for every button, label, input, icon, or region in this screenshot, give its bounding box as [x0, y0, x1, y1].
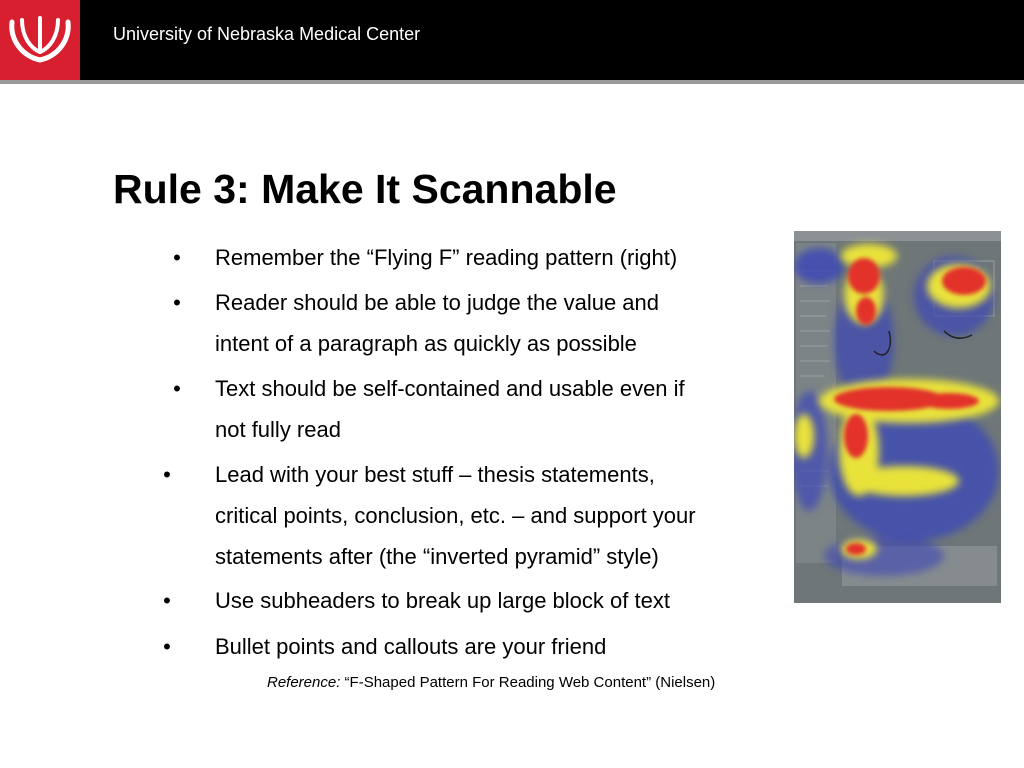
bullet-item	[163, 626, 785, 667]
reference-label: Reference:	[267, 674, 341, 691]
bullet-line: Lead with your best stuff – thesis statements,	[215, 462, 655, 487]
bullet-marker: •	[163, 588, 171, 613]
bullet-item	[163, 454, 785, 577]
bullet-line: Bullet points and callouts are your friend	[215, 634, 607, 659]
bullet-item	[173, 368, 785, 450]
reference-note	[267, 674, 715, 691]
bullet-item	[173, 237, 785, 278]
bullet-line: Remember the “Flying F” reading pattern (right)	[215, 245, 678, 270]
bullet-line: Use subheaders to break up large block of text	[215, 588, 670, 613]
bullet-marker: •	[173, 376, 181, 401]
bullet-marker: •	[173, 290, 181, 315]
bullet-marker: •	[163, 634, 171, 659]
bullet-marker: •	[173, 245, 181, 270]
reference-text: “F-Shaped Pattern For Reading Web Content” (Nielsen)	[340, 674, 716, 691]
bullet-line: Text should be self-contained and usable even if	[215, 376, 685, 401]
eyetracking-heatmap-image	[794, 231, 1001, 603]
bullet-line: critical points, conclusion, etc. – and support your	[215, 503, 696, 528]
bullet-line: statements after (the “inverted pyramid” style)	[215, 544, 659, 569]
slide-title: Rule 3: Make It Scannable	[113, 166, 617, 212]
organization-name: University of Nebraska Medical Center	[113, 24, 421, 44]
bullet-line: intent of a paragraph as quickly as possible	[215, 331, 637, 356]
bullet-item	[163, 580, 785, 621]
bullet-line: Reader should be able to judge the value and	[215, 290, 660, 315]
bullet-marker: •	[163, 462, 171, 487]
bullet-item	[173, 282, 785, 364]
bullet-line: not fully read	[215, 417, 341, 442]
